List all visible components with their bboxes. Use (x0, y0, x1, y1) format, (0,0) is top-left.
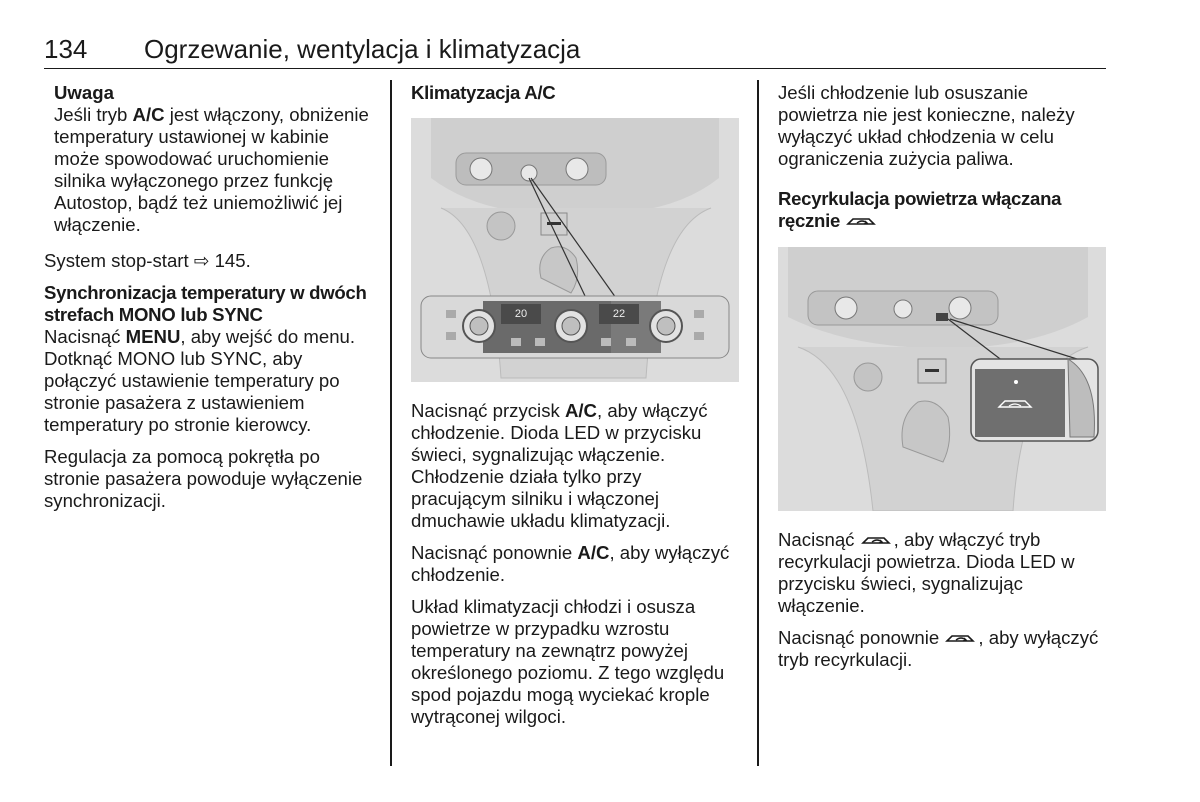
recirculation-heading: Recyrkulacja powietrza włączana ręcznie (778, 188, 1062, 231)
column-divider-1 (390, 80, 392, 766)
note-text: Jeśli tryb A/C jest włączony, obniżenie temperatury ustawionej w kabinie może spowodować uruchomienie silnika wyłączonego przez funkcję Autostop, bądź też uniemożliwić jej włączenie. (54, 104, 369, 235)
column-divider-2 (757, 80, 759, 766)
fuel-paragraph: Jeśli chłodzenie lub osuszanie powietrza nie jest konieczne, należy wyłączyć układ chłodzenia w celu ograniczenia zużycia paliwa. (778, 82, 1075, 169)
recirculation-panel-image (778, 247, 1106, 511)
note-title: Uwaga (54, 82, 114, 103)
column-3-text (778, 529, 1108, 681)
page-header (44, 34, 1106, 69)
chapter-title: Ogrzewanie, wentylacja i klimatyzacja (144, 34, 581, 64)
recirculation-icon (845, 213, 879, 229)
crossref-arrow-icon: ⇨ (193, 250, 210, 271)
display-right-temp: 22 (612, 308, 626, 320)
ac-heading: Klimatyzacja A/C (411, 82, 556, 103)
recirculation-icon (944, 630, 978, 646)
ac-control-panel-image (411, 118, 739, 382)
ac-paragraph-3: Układ klimatyzacji chłodzi i osusza powietrze w przypadku wzrostu temperatury na zewnątrz powyżej określonego poziomu. Z tego względu spod pojazdu mogą wyciekać krople wytrąconej wilgoci. (411, 596, 725, 727)
column-3 (778, 82, 1108, 242)
sync-paragraph-1: Nacisnąć MENU, aby wejść do menu. Dotknąć MONO lub SYNC, aby połączyć ustawienie temperatury po stronie pasażera z ustawieniem temperatury po stronie kierowcy. (44, 326, 356, 435)
ac-paragraph-1: Nacisnąć przycisk A/C, aby włączyć chłodzenie. Dioda LED w przycisku świeci, sygnalizując włączenie. Chłodzenie działa tylko przy pracującym silniku i włączonej dmuchawie układu klimatyzacji. (411, 400, 708, 531)
page-number: 134 (44, 34, 88, 64)
column-2-text (411, 400, 741, 738)
sync-paragraph-2: Regulacja za pomocą pokrętła po stronie pasażera powoduje wyłączenie synchronizacji. (44, 446, 363, 511)
recirculation-paragraph-1: Nacisnąć , aby włączyć tryb recyrkulacji powietrza. Dioda LED w przycisku świeci, sygnalizując włączenie. (778, 529, 1075, 616)
display-left-temp: 20 (514, 308, 528, 320)
recirculation-paragraph-2: Nacisnąć ponownie , aby wyłączyć tryb recyrkulacji. (778, 627, 1099, 670)
recirculation-icon (860, 532, 894, 548)
sync-heading: Synchronizacja temperatury w dwóch strefach MONO lub SYNC (44, 282, 367, 325)
note-box (44, 82, 379, 236)
column-2 (411, 82, 741, 114)
ac-paragraph-2: Nacisnąć ponownie A/C, aby wyłączyć chłodzenie. (411, 542, 730, 585)
column-1 (44, 82, 379, 522)
crossref-stop-start[interactable]: System stop-start ⇨ 145. (44, 250, 251, 271)
